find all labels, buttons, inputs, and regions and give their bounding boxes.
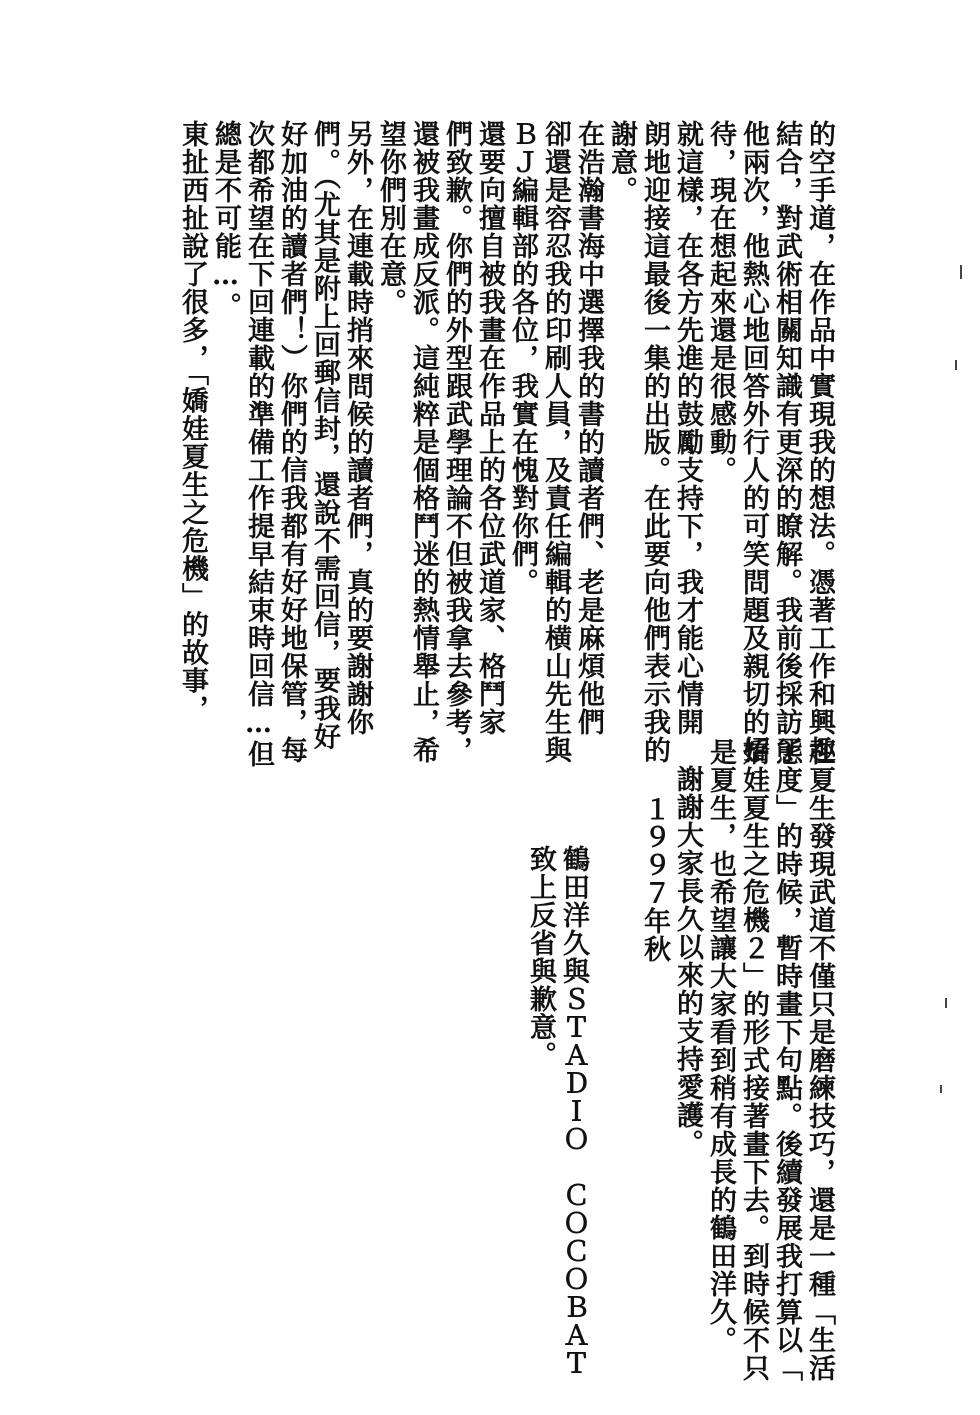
text-column: 還要向擅自被我畫在作品上的各位武道家、格鬥家: [474, 120, 505, 736]
text-column: 好加油的讀者們！）你們的信我都有好好地保管，每: [276, 120, 307, 764]
text-column: 次都希望在下回連載的準備工作提早結束時回信…但: [243, 120, 274, 768]
text-column: 謝謝大家長久以來的支持愛護。: [672, 765, 703, 1157]
text-column: 在夏生發現武道不僅只是磨練技巧，還是一種「生活: [804, 738, 835, 1382]
text-column: 就這樣，在各方先進的鼓勵支持下，我才能心情開: [672, 120, 703, 736]
text-column: 謝意。: [606, 120, 637, 204]
text-column: 東扯西扯說了很多，「嬌娃夏生之危機」的故事，: [177, 120, 208, 723]
text-column: 另外，在連載時捎來問候的讀者們，真的要謝謝你: [342, 120, 373, 736]
text-column: 待，現在想起來還是很感動。: [705, 120, 736, 484]
text-column: 嬌娃夏生之危機２」的形式接著畫下去。到時候不只: [738, 738, 769, 1382]
scan-mark: [940, 1085, 942, 1093]
text-column: 朗地迎接這最後一集的出版。在此要向他們表示我的: [639, 120, 670, 764]
text-column: 結合，對武術相關知識有更深的瞭解。我前後採訪了: [771, 120, 802, 764]
date-line: １９９７年秋: [639, 795, 670, 963]
text-column: 他兩次，他熱心地回答外行人的可笑問題及親切的招: [738, 120, 769, 764]
scan-mark: [955, 360, 957, 370]
text-column: 態度」的時候，暫時畫下句點。後續發展我打算以「: [771, 738, 802, 1382]
text-column: 望你們別在意。: [375, 120, 406, 316]
scan-mark: [945, 998, 947, 1008]
text-column: 們。（尤其是附上回郵信封，還說不需回信，要我好: [309, 120, 340, 751]
text-column: 的空手道，在作品中實現我的想法。憑著工作和興趣: [804, 120, 835, 764]
text-column: ＢＪ編輯部的各位，我實在愧對你們。: [507, 120, 538, 596]
signature-line: 致上反省與歉意。: [525, 845, 556, 1069]
text-column: 卻還是容忍我的印刷人員，及責任編輯的横山先生與: [540, 120, 571, 764]
text-column: 們致歉。你們的外型跟武學理論不但被我拿去參考，: [441, 120, 472, 764]
text-column: 還被我畫成反派。這純粹是個格鬥迷的熱情舉止，希: [408, 120, 439, 764]
text-column: 是夏生，也希望讓大家看到稍有成長的鶴田洋久。: [705, 738, 736, 1354]
scan-mark: [960, 265, 962, 279]
text-column: 總是不可能…。: [210, 120, 241, 320]
signature-line: 鶴田洋久與ＳＴＡＤＩＯ ＣＯＣＯＢＡＴ: [558, 845, 589, 1377]
text-column: 在浩瀚書海中選擇我的書的讀者們、老是麻煩他們: [573, 120, 604, 736]
